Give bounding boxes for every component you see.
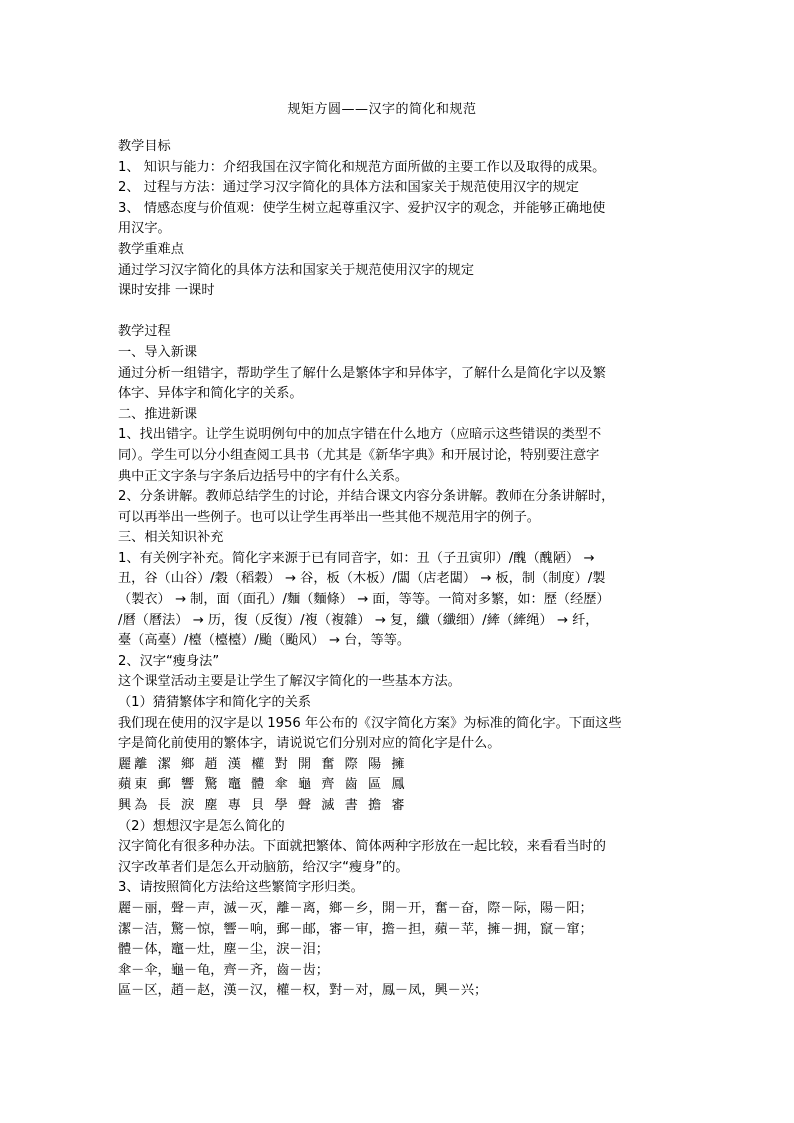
- heading-teaching-process: 教学过程: [118, 324, 171, 340]
- paragraph-line: 汉字改革者们是怎么开动脑筋，给汉字“瘦身”的。: [118, 859, 409, 875]
- document-body: [118, 137, 646, 1002]
- class-hours: 课时安排 一课时: [118, 283, 215, 299]
- subsection-slim: 2、汉字“瘦身法”: [118, 653, 220, 669]
- section-knowledge: 三、相关知识补充: [118, 530, 224, 546]
- heading-key-points: 教学重难点: [118, 241, 184, 257]
- goal-3: 3、 情感态度与价值观：使学生树立起尊重汉字、爱护汉字的观念，并能够正确地使: [118, 200, 606, 216]
- paragraph-line: 丑，谷（山谷）/穀（稻穀） → 谷，板（木板）/闆（店老闆） → 板，制（制度）/製: [118, 571, 606, 587]
- traditional-chars-row-2: 蘋東 郵 響 驚 竈 體 傘 龜 齊 齒 區 鳳: [118, 777, 408, 793]
- heading-teaching-goals: 教学目标: [118, 139, 171, 154]
- key-points-text: 通过学习汉字简化的具体方法和国家关于规范使用汉字的规定: [118, 262, 475, 278]
- paragraph-line: 这个课堂活动主要是让学生了解汉字简化的一些基本方法。: [118, 674, 461, 690]
- pairs-row: 傘－伞，龜－龟，齊－齐，齒－齿；: [118, 962, 329, 978]
- goal-1: 1、 知识与能力：介绍我国在汉字简化和规范方面所做的主要工作以及取得的成果。: [118, 159, 606, 175]
- traditional-chars-row-1: 麗離 潔 鄉 趙 漢 權 對 開 奮 際 陽 擁: [118, 756, 408, 772]
- paragraph-line: 臺（高臺）/檯（檯檯）/颱（颱风） → 台，等等。: [118, 633, 411, 649]
- paragraph-line: （製衣） → 制，面（面孔）/麵（麵條） → 面，等等。一简对多繁，如：歷（经歷）: [118, 592, 610, 608]
- document-title: 规矩方圆——汉字的简化和规范: [287, 102, 477, 117]
- paragraph-line: 同）。学生可以分小组查阅工具书（尤其是《新华字典》和开展讨论，特别要注意字: [118, 447, 600, 463]
- traditional-chars-row-3: 興為 長 淚 塵 專 貝 學 聲 滅 書 擔 審: [118, 798, 408, 813]
- section-advance: 二、推进新课: [118, 406, 198, 422]
- subsection-think: （2）想想汉字是怎么简化的: [118, 818, 285, 834]
- pairs-row: 體－体，竈－灶，塵－尘，淚－泪；: [118, 942, 329, 958]
- paragraph-line: 1、有关例字补充。简化字来源于已有同音字，如：丑（子丑寅卯）/醜（醜陋） →: [118, 550, 595, 566]
- paragraph-line: 体字、异体字和简化字的关系。: [118, 386, 303, 402]
- paragraph-line: /曆（曆法） → 历，復（反復）/複（複雜） → 复，纖（纖细）/縴（縴绳） → 纤，: [118, 612, 599, 628]
- task-classify: 3、请按照简化方法给这些繁简字形归类。: [118, 880, 364, 896]
- paragraph-line: 通过分析一组错字，帮助学生了解什么是繁体字和异体字，了解什么是简化字以及繁: [118, 365, 606, 381]
- paragraph-line: 可以再举出一些例子。也可以让学生再举出一些其他不规范用字的例子。: [118, 509, 540, 525]
- blank-line: [118, 302, 646, 323]
- pairs-row: 潔－洁，驚－惊，響－响，郵－邮，審－审，擔－担，蘋－苹，擁－拥，竄－窜；: [118, 921, 593, 937]
- paragraph-line: 典中正文字条与字条后边括号中的字有什么关系。: [118, 468, 409, 484]
- paragraph-line: 汉字简化有很多种办法。下面就把繁体、简体两种字形放在一起比较，来看看当时的: [118, 839, 606, 855]
- pairs-row: 麗－丽，聲－声，滅－灭，離－离，鄉－乡，開－开，奮－奋，際－际，陽－阳；: [118, 900, 593, 916]
- section-intro: 一、导入新课: [118, 344, 198, 360]
- pairs-row: 區－区，趙－赵，漢－汉，權－权，對－对，鳳－凤，興－兴；: [118, 983, 488, 999]
- paragraph-line: 2、分条讲解。教师总结学生的讨论，并结合课文内容分条讲解。教师在分条讲解时，: [118, 489, 615, 505]
- goal-3-cont: 用汉字。: [118, 221, 171, 237]
- paragraph-line: 字是简化前使用的繁体字，请说说它们分别对应的简化字是什么。: [118, 736, 501, 752]
- paragraph-line: 我们现在使用的汉字是以 1956 年公布的《汉字简化方案》为标准的简化字。下面这些: [118, 715, 622, 731]
- goal-2: 2、 过程与方法：通过学习汉字简化的具体方法和国家关于规范使用汉字的规定: [118, 180, 579, 196]
- paragraph-line: 1、找出错字。让学生说明例句中的加点字错在什么地方（应暗示这些错误的类型不: [118, 427, 602, 443]
- subsection-guess: （1）猜猜繁体字和简化字的关系: [118, 695, 312, 711]
